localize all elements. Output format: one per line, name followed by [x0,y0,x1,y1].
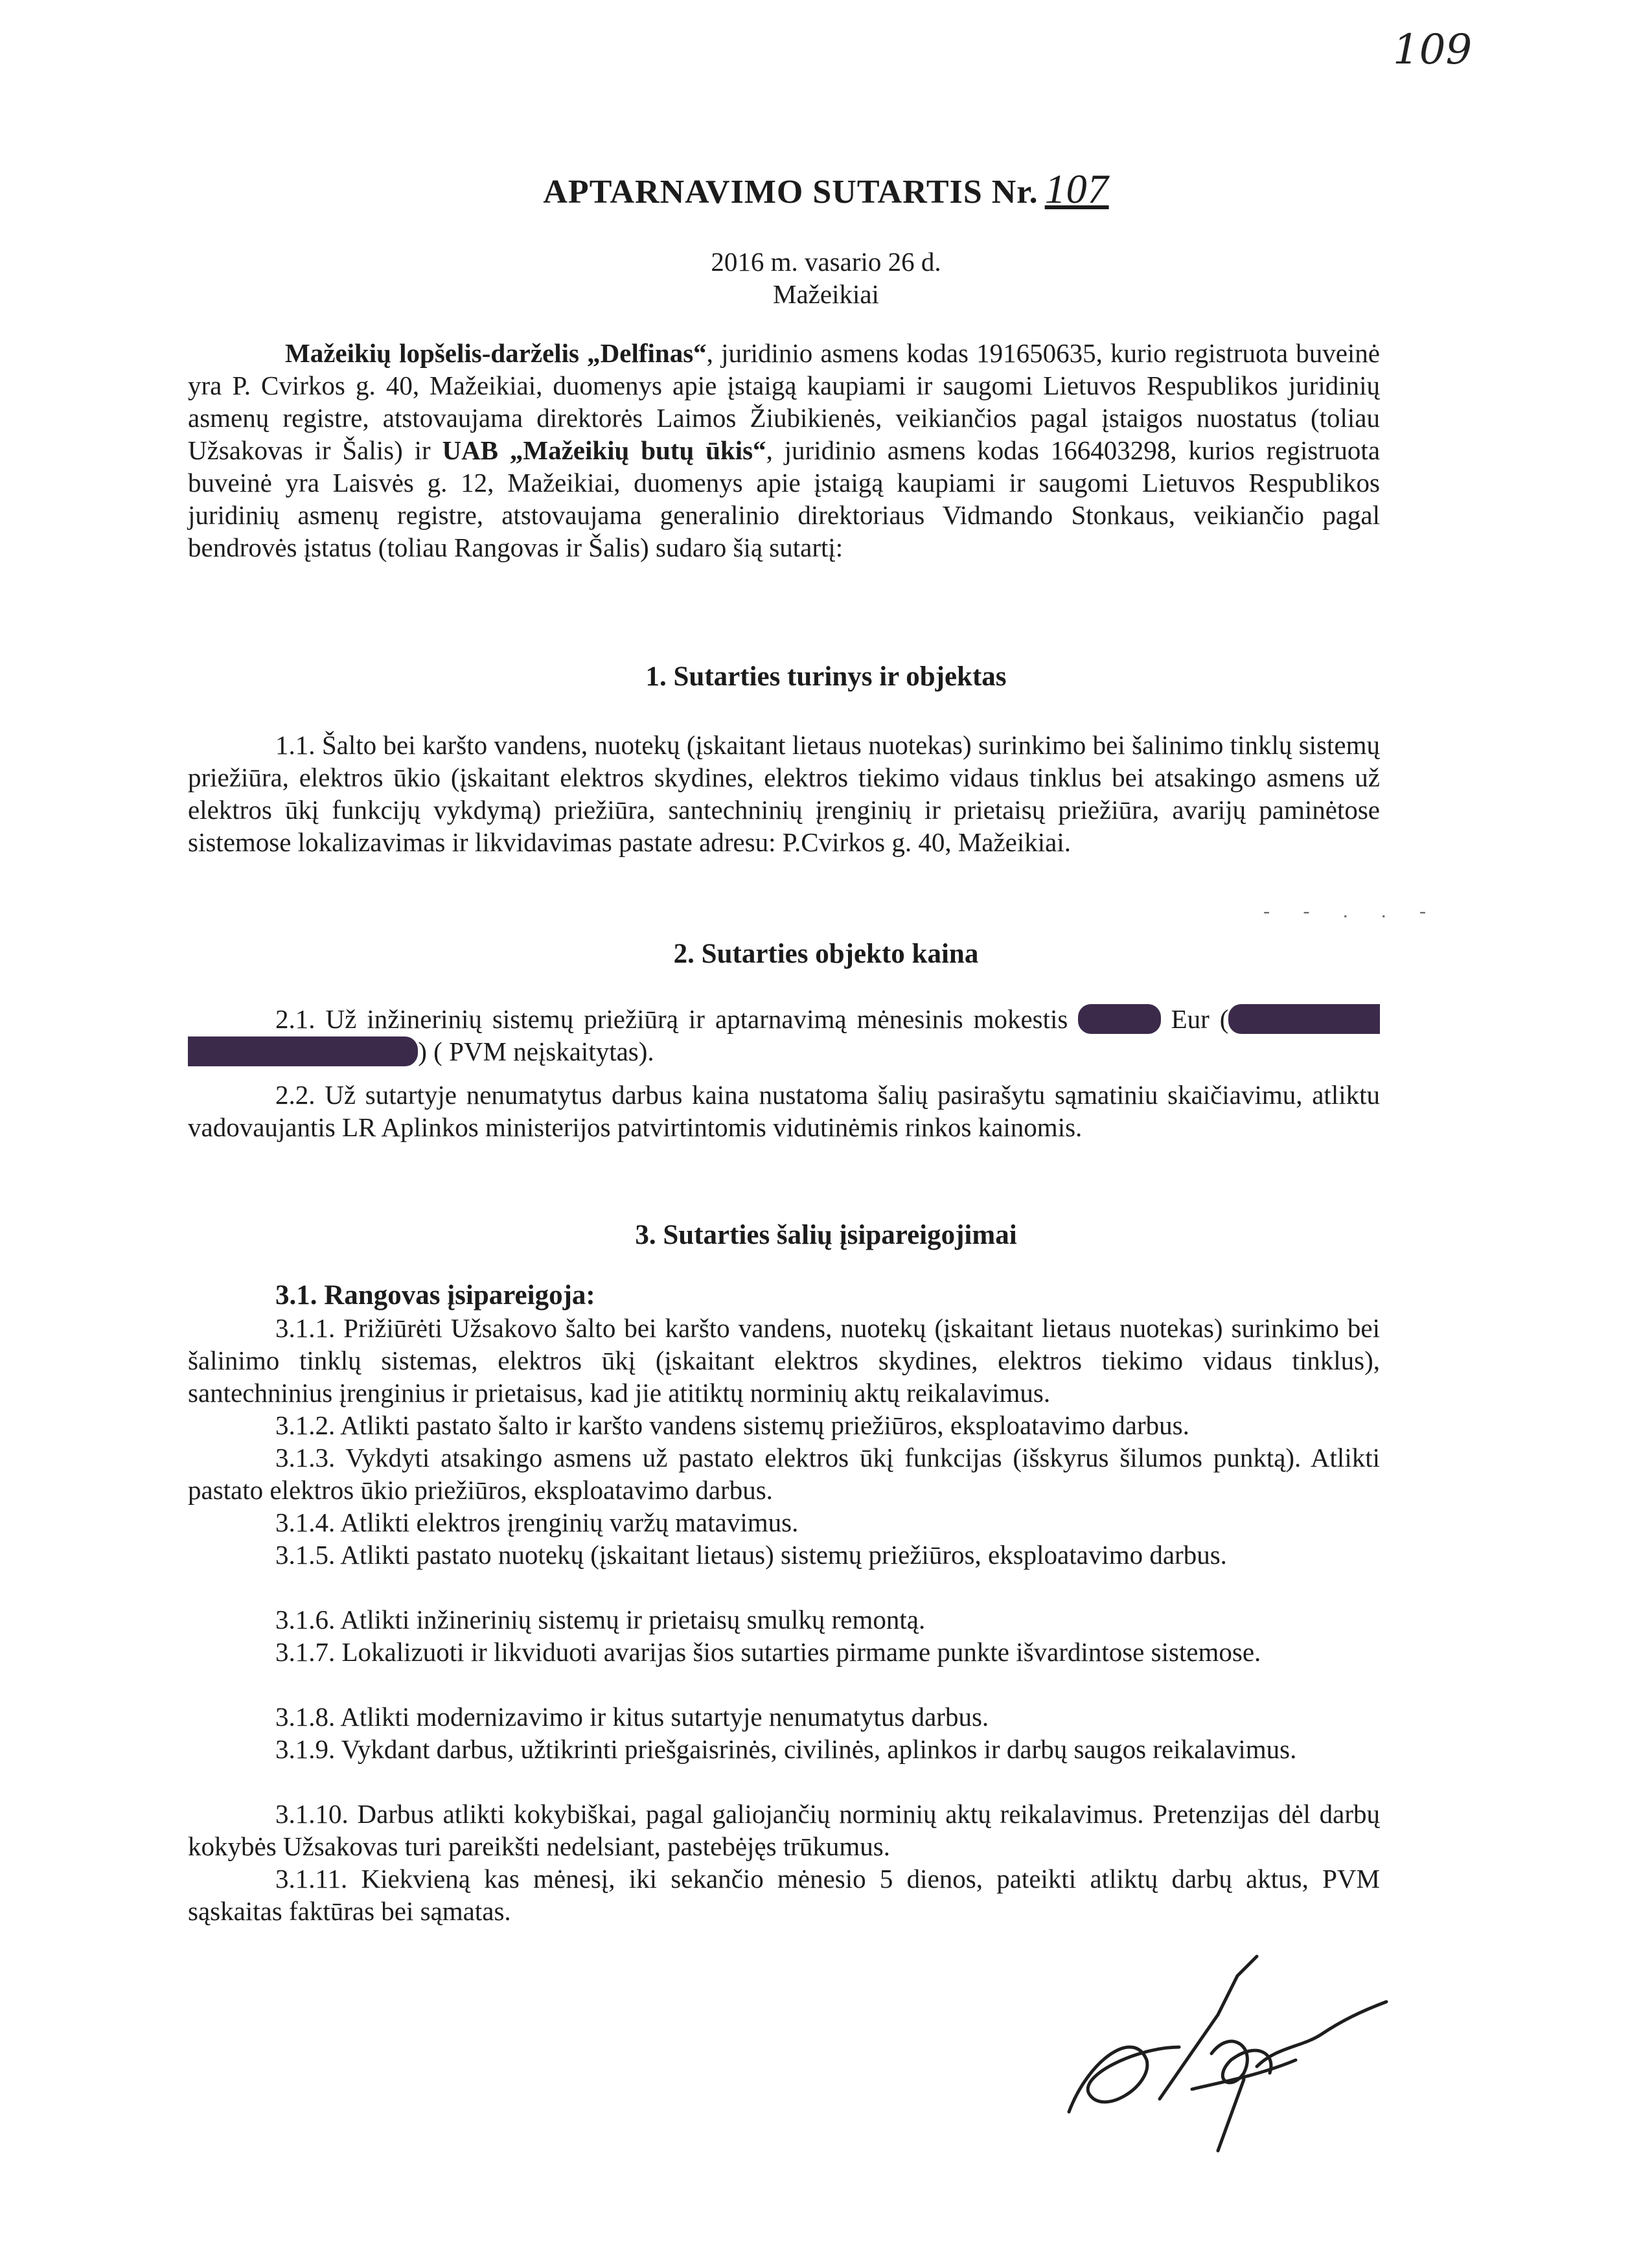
section2-heading: 2. Sutarties objekto kaina [673,939,979,969]
redacted-amount: 115,85 [1078,1004,1160,1034]
handwritten-signature [1062,1950,1399,2157]
clause-2-1-text-c: ) ( PVM neįskaitytas). [418,1037,654,1066]
handwritten-page-number: 109 [1393,26,1473,74]
clause-2-1-text-b: Eur ( [1160,1004,1229,1034]
redacted-amount-words: vienas šimtas penkiolika eurų 85 ct [188,1004,1380,1066]
contract-title [0,165,1652,213]
intro-paragraph [188,337,1380,564]
clause-3-1-2: 3.1.2. Atlikti pastato šalto ir karšto vandens sistemų priežiūros, eksploatavimo darbus. [275,1410,1189,1440]
clause-2-1-text-a: 2.1. Už inžinerinių sistemų priežiūrą ir aptarnavimą mėnesinis mokestis [275,1004,1079,1034]
intro-text-2: , juridinio asmens kodas 166403298, kurios registruota buveinė yra Laisvės g. 12, Mažeikiai, duomenys apie įstaigą kaupiami ir saugomi Lietuvos Respublikos juridinių asmenų registre, atstovaujama generalinio direktoriaus Vidmando Stonkaus, veikiančio pagal bendrovės įstatus (toliau Rangovas ir Šalis) sudaro šią sutartį: [188,435,1381,562]
clause-2-1 [188,1003,1380,1068]
clause-3-1-8: 3.1.8. Atlikti modernizavimo ir kitus sutartyje nenumatytus darbus. [275,1702,989,1732]
contract-title-text: APTARNAVIMO SUTARTIS Nr. [543,174,1038,211]
party2-name: UAB „Mažeikių butų ūkis“ [442,435,766,465]
clause-3-1-3: 3.1.3. Vykdyti atsakingo asmens už pastato elektros ūkį funkcijas (išskyrus šilumos punktą). Atlikti pastato elektros ūkio priežiūros, eksploatavimo darbus. [188,1443,1380,1505]
clause-3-1-10: 3.1.10. Darbus atlikti kokybiškai, pagal galiojančių norminių aktų reikalavimus. Pretenzijas dėl darbų kokybės Užsakovas turi pareikšti nedelsiant, pastebėjęs trūkumus. [188,1799,1380,1861]
margin-mark: - - . . - [1263,900,1440,922]
clause-3-1-5: 3.1.5. Atlikti pastato nuotekų (įskaitant lietaus) sistemų priežiūros, eksploatavimo darbus. [275,1540,1227,1570]
clause-2-2: 2.2. Už sutartyje nenumatytus darbus kaina nustatoma šalių pasirašytu sąmatiniu skaičiavimu, atliktu vadovaujantis LR Aplinkos ministerijos patvirtintomis vidutinėmis rinkos kainomis. [188,1080,1380,1142]
clause-3-1-6: 3.1.6. Atlikti inžinerinių sistemų ir prietaisų smulkų remontą. [275,1605,926,1634]
contract-number: 107 [1044,166,1109,212]
section1-heading: 1. Sutarties turinys ir objektas [645,661,1007,692]
intro-text-1: , juridinio asmens kodas 191650635, kurio registruota buveinė yra P. Cvirkos g. 40, Mažeikiai, duomenys apie įstaigą kaupiami ir saugomi Lietuvos Respublikos juridinių asmenų registre, atstovaujama direktorės Laimos Žiubikienės, veikiančios pagal įstaigos nuostatus (toliau Užsakovas ir Šalis) ir [188,338,1380,465]
contractor-obligations-heading: 3.1. Rangovas įsipareigoja: [275,1280,595,1311]
contract-city: Mažeikiai [773,279,879,309]
contract-date: 2016 m. vasario 26 d. [711,247,941,277]
clause-3-1-4: 3.1.4. Atlikti elektros įrenginių varžų matavimus. [275,1507,799,1537]
party1-name: Mažeikių lopšelis-darželis „Delfinas“ [285,338,707,368]
clause-3-1-11: 3.1.11. Kiekvieną kas mėnesį, iki sekančio mėnesio 5 dienos, pateikti atliktų darbų aktus, PVM sąskaitas faktūras bei sąmatas. [188,1864,1380,1926]
clause-1-1: 1.1. Šalto bei karšto vandens, nuotekų (įskaitant lietaus nuotekas) surinkimo bei šalinimo tinklų sistemų priežiūra, elektros ūkio (įskaitant elektros skydines, elektros tiekimo vidaus tinklus bei atsakingo asmens už elektros ūkį funkcijų vykdymą) priežiūra, santechninių įrenginių ir prietaisų priežiūra, avarijų paminėtose sistemose lokalizavimas ir likvidavimas pastate adresu: P.Cvirkos g. 40, Mažeikiai. [188,730,1380,857]
clause-3-1-1: 3.1.1. Prižiūrėti Užsakovo šalto bei karšto vandens, nuotekų (įskaitant lietaus nuotekas) surinkimo bei šalinimo tinklų sistemas, elektros ūkį (įskaitant elektros skydines, elektros tiekimo vidaus tinklus), santechninius įrenginius ir prietaisus, kad jie atitiktų norminių aktų reikalavimus. [188,1313,1380,1408]
section3-heading: 3. Sutarties šalių įsipareigojimai [635,1220,1017,1250]
clause-3-1-9: 3.1.9. Vykdant darbus, užtikrinti priešgaisrinės, civilinės, aplinkos ir darbų saugos reikalavimus. [275,1734,1297,1764]
clause-3-1-7: 3.1.7. Lokalizuoti ir likviduoti avarijas šios sutarties pirmame punkte išvardintose sistemose. [275,1637,1261,1667]
